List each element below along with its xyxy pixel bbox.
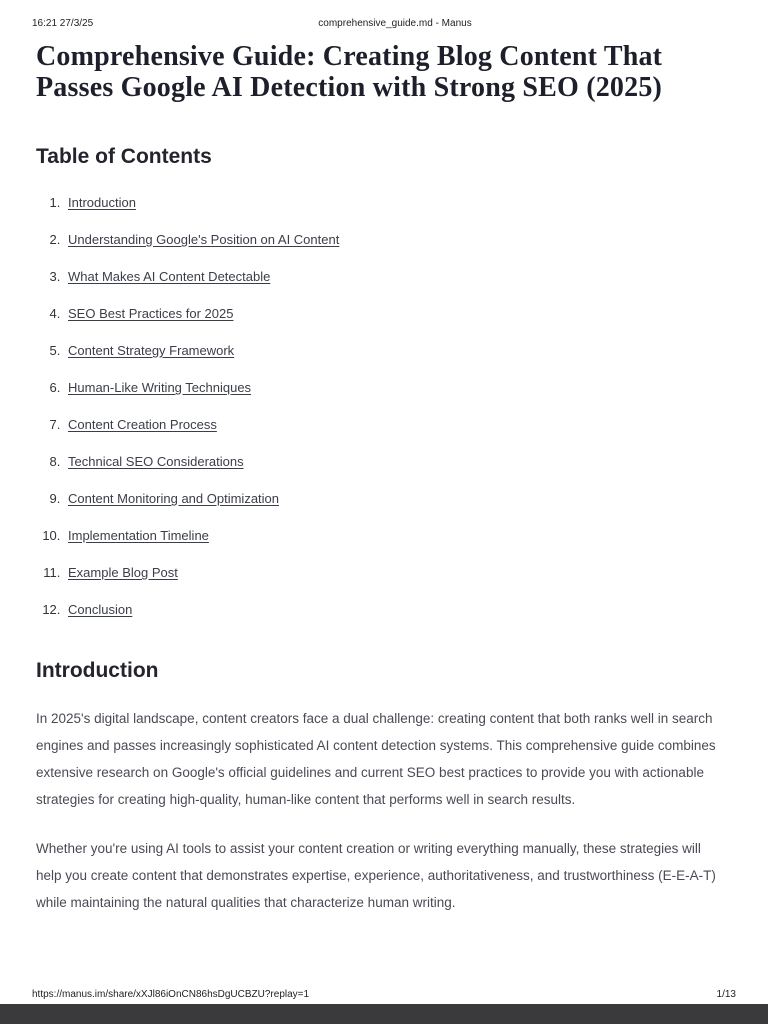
toc-link[interactable]: Example Blog Post [68,565,178,580]
intro-paragraph-2: Whether you're using AI tools to assist your content creation or writing everything manually, these strategies will help you create content that demonstrates expertise, experience, authoritativeness, and trustworthiness (E-E-A-T) while maintaining the natural qualities that characterize human writing. [36,841,716,910]
toc-item [64,454,724,469]
print-footer [10,989,758,1000]
toc-item [64,565,724,580]
toc-link[interactable]: Content Monitoring and Optimization [68,491,280,506]
introduction-heading: Introduction [36,659,159,682]
toc-link[interactable]: Content Strategy Framework [68,343,235,358]
toc-item [64,528,724,543]
toc-link[interactable]: Content Creation Process [68,417,217,432]
intro-paragraph-1: In 2025's digital landscape, content creators face a dual challenge: creating content that both ranks well in search engines and passes increasingly sophisticated AI content detection systems. This comprehensive guide combines extensive research on Google's official guidelines and current SEO best practices to provide you with actionable strategies for creating high-quality, human-like content that performs well in search results. [36,711,716,807]
toc-item [64,232,724,247]
toc-item [64,602,724,617]
print-doc-title: comprehensive_guide.md - Manus [318,18,472,29]
toc-link[interactable]: Human-Like Writing Techniques [68,380,252,395]
toc-item [64,306,724,321]
toc-list [36,195,724,617]
print-timestamp: 16:21 27/3/25 [32,18,94,29]
toc-link[interactable]: Introduction [68,195,136,210]
toc-item [64,380,724,395]
page-number: 1/13 [716,989,736,1000]
page-title: Comprehensive Guide: Creating Blog Content That Passes Google AI Detection with Strong SEO (2025) [36,41,663,103]
bottom-bar [0,1004,768,1024]
share-url: https://manus.im/share/xXJl86iOnCN86hsDgUCBZU?replay=1 [32,989,310,1000]
print-header [0,0,768,29]
toc-item [64,195,724,210]
toc-link[interactable]: SEO Best Practices for 2025 [68,306,234,321]
toc-item [64,343,724,358]
toc-link[interactable]: What Makes AI Content Detectable [68,269,271,284]
toc-item [64,417,724,432]
toc-item [64,269,724,284]
toc-item [64,491,724,506]
toc-link[interactable]: Understanding Google's Position on AI Content [68,232,340,247]
toc-link[interactable]: Technical SEO Considerations [68,454,244,469]
document-content [0,29,768,916]
toc-heading: Table of Contents [36,145,212,168]
toc-link[interactable]: Conclusion [68,602,133,617]
toc-link[interactable]: Implementation Timeline [68,528,209,543]
